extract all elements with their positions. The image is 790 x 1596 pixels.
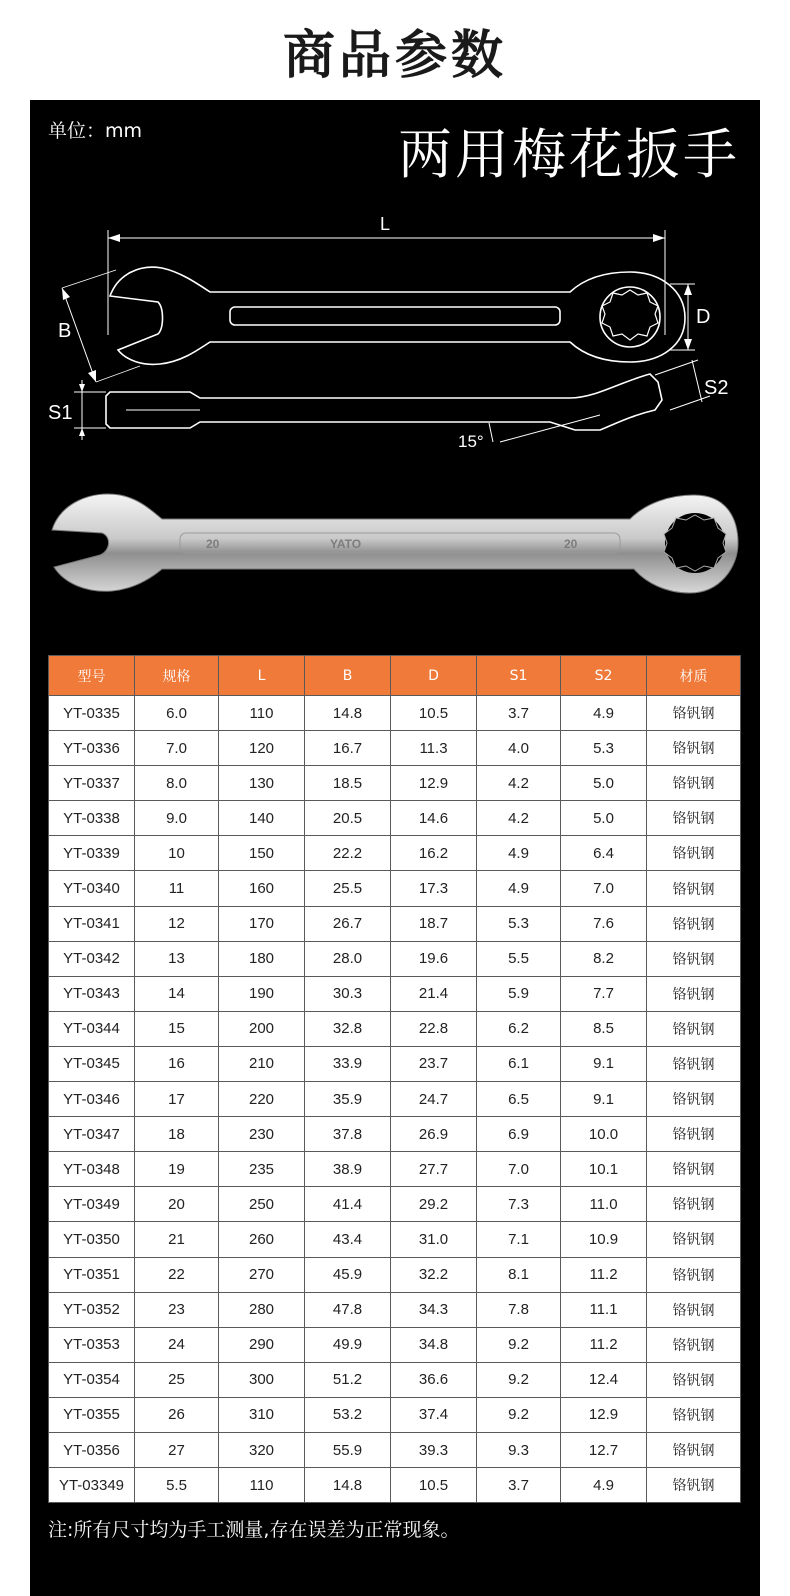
cell-s1: 6.5 (477, 1082, 561, 1117)
cell-d: 11.3 (391, 731, 477, 766)
cell-size: 11 (135, 871, 219, 906)
cell-size: 9.0 (135, 801, 219, 836)
cell-s1: 8.1 (477, 1257, 561, 1292)
cell-s2: 6.4 (561, 836, 647, 871)
cell-size: 16 (135, 1046, 219, 1081)
cell-model: YT-0339 (49, 836, 135, 871)
table-row (49, 906, 741, 941)
cell-b: 51.2 (305, 1362, 391, 1397)
cell-model: YT-0350 (49, 1222, 135, 1257)
cell-model: YT-0347 (49, 1117, 135, 1152)
cell-material: 铬钒钢 (647, 1187, 741, 1222)
cell-model: YT-0342 (49, 941, 135, 976)
cell-s2: 10.0 (561, 1117, 647, 1152)
table-row (49, 1327, 741, 1362)
cell-l: 250 (219, 1187, 305, 1222)
cell-material: 铬钒钢 (647, 1082, 741, 1117)
cell-l: 210 (219, 1046, 305, 1081)
header-d: D (391, 656, 477, 696)
cell-model: YT-0354 (49, 1362, 135, 1397)
cell-model: YT-0337 (49, 766, 135, 801)
engraving-size-left: 20 (206, 537, 220, 551)
table-row (49, 696, 741, 731)
cell-material: 铬钒钢 (647, 1046, 741, 1081)
cell-d: 37.4 (391, 1397, 477, 1432)
cell-size: 23 (135, 1292, 219, 1327)
cell-s1: 3.7 (477, 696, 561, 731)
angle-label: 15° (458, 432, 484, 451)
cell-l: 280 (219, 1292, 305, 1327)
cell-size: 13 (135, 941, 219, 976)
table-row (49, 1397, 741, 1432)
cell-b: 49.9 (305, 1327, 391, 1362)
cell-l: 260 (219, 1222, 305, 1257)
cell-size: 26 (135, 1397, 219, 1432)
cell-s2: 8.2 (561, 941, 647, 976)
cell-b: 37.8 (305, 1117, 391, 1152)
cell-size: 5.5 (135, 1468, 219, 1503)
table-row (49, 1082, 741, 1117)
cell-model: YT-0336 (49, 731, 135, 766)
cell-model: YT-0351 (49, 1257, 135, 1292)
cell-l: 140 (219, 801, 305, 836)
cell-l: 200 (219, 1011, 305, 1046)
cell-d: 36.6 (391, 1362, 477, 1397)
cell-size: 25 (135, 1362, 219, 1397)
cell-material: 铬钒钢 (647, 976, 741, 1011)
cell-model: YT-0348 (49, 1152, 135, 1187)
cell-s2: 11.0 (561, 1187, 647, 1222)
cell-d: 10.5 (391, 696, 477, 731)
cell-s2: 7.7 (561, 976, 647, 1011)
cell-d: 12.9 (391, 766, 477, 801)
cell-s1: 4.0 (477, 731, 561, 766)
cell-model: YT-0356 (49, 1432, 135, 1467)
cell-d: 14.6 (391, 801, 477, 836)
cell-model: YT-0340 (49, 871, 135, 906)
cell-material: 铬钒钢 (647, 1397, 741, 1432)
page-title: 商品参数 (282, 25, 507, 86)
header-l: L (219, 656, 305, 696)
cell-s2: 9.1 (561, 1046, 647, 1081)
cell-size: 17 (135, 1082, 219, 1117)
cell-d: 32.2 (391, 1257, 477, 1292)
cell-material: 铬钒钢 (647, 1011, 741, 1046)
cell-s1: 9.2 (477, 1327, 561, 1362)
cell-d: 27.7 (391, 1152, 477, 1187)
cell-size: 6.0 (135, 696, 219, 731)
cell-size: 8.0 (135, 766, 219, 801)
cell-material: 铬钒钢 (647, 871, 741, 906)
cell-l: 110 (219, 696, 305, 731)
cell-b: 32.8 (305, 1011, 391, 1046)
spec-table (48, 655, 741, 1503)
cell-material: 铬钒钢 (647, 1432, 741, 1467)
cell-model: YT-0352 (49, 1292, 135, 1327)
cell-l: 130 (219, 766, 305, 801)
cell-material: 铬钒钢 (647, 1327, 741, 1362)
cell-material: 铬钒钢 (647, 1152, 741, 1187)
header-s2: S2 (561, 656, 647, 696)
cell-b: 28.0 (305, 941, 391, 976)
cell-d: 19.6 (391, 941, 477, 976)
table-row (49, 1152, 741, 1187)
cell-s1: 3.7 (477, 1468, 561, 1503)
cell-material: 铬钒钢 (647, 766, 741, 801)
cell-d: 26.9 (391, 1117, 477, 1152)
cell-model: YT-0349 (49, 1187, 135, 1222)
cell-l: 290 (219, 1327, 305, 1362)
cell-l: 310 (219, 1397, 305, 1432)
cell-l: 170 (219, 906, 305, 941)
cell-b: 41.4 (305, 1187, 391, 1222)
cell-s1: 9.2 (477, 1397, 561, 1432)
table-row (49, 1187, 741, 1222)
cell-model: YT-0341 (49, 906, 135, 941)
cell-s2: 4.9 (561, 696, 647, 731)
cell-l: 220 (219, 1082, 305, 1117)
cell-size: 7.0 (135, 731, 219, 766)
header-b: B (305, 656, 391, 696)
cell-size: 20 (135, 1187, 219, 1222)
header-model: 型号 (49, 656, 135, 696)
cell-s2: 11.2 (561, 1327, 647, 1362)
cell-l: 300 (219, 1362, 305, 1397)
product-name: 两用梅花扳手 (398, 123, 740, 186)
table-row (49, 1011, 741, 1046)
cell-l: 235 (219, 1152, 305, 1187)
cell-l: 160 (219, 871, 305, 906)
cell-model: YT-0338 (49, 801, 135, 836)
cell-b: 16.7 (305, 731, 391, 766)
cell-b: 14.8 (305, 1468, 391, 1503)
cell-s1: 4.9 (477, 871, 561, 906)
cell-material: 铬钒钢 (647, 696, 741, 731)
cell-d: 22.8 (391, 1011, 477, 1046)
cell-b: 22.2 (305, 836, 391, 871)
cell-s2: 12.7 (561, 1432, 647, 1467)
cell-b: 25.5 (305, 871, 391, 906)
cell-b: 43.4 (305, 1222, 391, 1257)
cell-d: 24.7 (391, 1082, 477, 1117)
dimension-label-d: D (696, 306, 711, 328)
wrench-photo (30, 485, 760, 605)
cell-material: 铬钒钢 (647, 906, 741, 941)
cell-material: 铬钒钢 (647, 731, 741, 766)
table-row (49, 941, 741, 976)
cell-l: 110 (219, 1468, 305, 1503)
cell-d: 39.3 (391, 1432, 477, 1467)
cell-d: 18.7 (391, 906, 477, 941)
cell-material: 铬钒钢 (647, 836, 741, 871)
cell-l: 150 (219, 836, 305, 871)
cell-s1: 7.3 (477, 1187, 561, 1222)
cell-l: 270 (219, 1257, 305, 1292)
table-row (49, 1292, 741, 1327)
cell-model: YT-0346 (49, 1082, 135, 1117)
cell-s2: 7.0 (561, 871, 647, 906)
header-material: 材质 (647, 656, 741, 696)
cell-s2: 8.5 (561, 1011, 647, 1046)
cell-d: 23.7 (391, 1046, 477, 1081)
cell-s2: 10.1 (561, 1152, 647, 1187)
table-row (49, 1257, 741, 1292)
table-row (49, 976, 741, 1011)
cell-size: 14 (135, 976, 219, 1011)
cell-l: 180 (219, 941, 305, 976)
cell-b: 33.9 (305, 1046, 391, 1081)
cell-size: 15 (135, 1011, 219, 1046)
cell-size: 22 (135, 1257, 219, 1292)
cell-material: 铬钒钢 (647, 1222, 741, 1257)
dimension-label-s1: S1 (48, 402, 73, 424)
header-s1: S1 (477, 656, 561, 696)
cell-d: 17.3 (391, 871, 477, 906)
dimension-label-b: B (58, 320, 72, 342)
cell-b: 38.9 (305, 1152, 391, 1187)
cell-s2: 12.9 (561, 1397, 647, 1432)
cell-s2: 4.9 (561, 1468, 647, 1503)
cell-model: YT-0353 (49, 1327, 135, 1362)
cell-model: YT-0335 (49, 696, 135, 731)
table-row (49, 1432, 741, 1467)
table-row (49, 766, 741, 801)
table-row (49, 871, 741, 906)
cell-s2: 11.1 (561, 1292, 647, 1327)
unit-label: 单位：mm (48, 120, 143, 142)
cell-size: 21 (135, 1222, 219, 1257)
cell-s1: 5.5 (477, 941, 561, 976)
cell-s1: 7.0 (477, 1152, 561, 1187)
cell-size: 10 (135, 836, 219, 871)
cell-s2: 9.1 (561, 1082, 647, 1117)
cell-s1: 7.8 (477, 1292, 561, 1327)
cell-material: 铬钒钢 (647, 941, 741, 976)
cell-size: 12 (135, 906, 219, 941)
table-row (49, 1362, 741, 1397)
engraving-brand: YATO (330, 537, 362, 551)
wrench-diagram (30, 210, 760, 470)
cell-size: 27 (135, 1432, 219, 1467)
table-row (49, 1468, 741, 1503)
cell-size: 18 (135, 1117, 219, 1152)
cell-b: 20.5 (305, 801, 391, 836)
cell-material: 铬钒钢 (647, 1362, 741, 1397)
cell-l: 230 (219, 1117, 305, 1152)
table-header-row (49, 656, 741, 696)
cell-d: 34.8 (391, 1327, 477, 1362)
cell-b: 55.9 (305, 1432, 391, 1467)
cell-s2: 5.0 (561, 766, 647, 801)
cell-s2: 11.2 (561, 1257, 647, 1292)
cell-l: 320 (219, 1432, 305, 1467)
spec-panel (30, 100, 760, 1596)
cell-material: 铬钒钢 (647, 1468, 741, 1503)
dimension-label-s2: S2 (704, 377, 729, 399)
measurement-note: 注:所有尺寸均为手工测量,存在误差为正常现象。 (48, 1519, 460, 1541)
cell-b: 26.7 (305, 906, 391, 941)
cell-model: YT-0345 (49, 1046, 135, 1081)
engraving-size-right: 20 (564, 537, 578, 551)
cell-s1: 4.9 (477, 836, 561, 871)
cell-material: 铬钒钢 (647, 801, 741, 836)
table-row (49, 731, 741, 766)
cell-s1: 5.9 (477, 976, 561, 1011)
cell-model: YT-0355 (49, 1397, 135, 1432)
cell-b: 18.5 (305, 766, 391, 801)
cell-s1: 7.1 (477, 1222, 561, 1257)
table-row (49, 1046, 741, 1081)
cell-material: 铬钒钢 (647, 1292, 741, 1327)
cell-d: 31.0 (391, 1222, 477, 1257)
cell-s1: 5.3 (477, 906, 561, 941)
cell-l: 190 (219, 976, 305, 1011)
cell-s1: 9.2 (477, 1362, 561, 1397)
cell-d: 29.2 (391, 1187, 477, 1222)
cell-s2: 5.0 (561, 801, 647, 836)
cell-b: 53.2 (305, 1397, 391, 1432)
cell-s2: 5.3 (561, 731, 647, 766)
cell-s1: 4.2 (477, 801, 561, 836)
cell-s1: 4.2 (477, 766, 561, 801)
cell-b: 47.8 (305, 1292, 391, 1327)
cell-model: YT-0344 (49, 1011, 135, 1046)
cell-b: 45.9 (305, 1257, 391, 1292)
cell-model: YT-03349 (49, 1468, 135, 1503)
cell-s1: 6.2 (477, 1011, 561, 1046)
cell-d: 21.4 (391, 976, 477, 1011)
cell-s1: 6.9 (477, 1117, 561, 1152)
cell-size: 24 (135, 1327, 219, 1362)
cell-s2: 12.4 (561, 1362, 647, 1397)
cell-material: 铬钒钢 (647, 1257, 741, 1292)
cell-d: 10.5 (391, 1468, 477, 1503)
cell-s2: 10.9 (561, 1222, 647, 1257)
cell-s1: 6.1 (477, 1046, 561, 1081)
cell-model: YT-0343 (49, 976, 135, 1011)
cell-material: 铬钒钢 (647, 1117, 741, 1152)
cell-b: 30.3 (305, 976, 391, 1011)
cell-d: 34.3 (391, 1292, 477, 1327)
table-row (49, 1117, 741, 1152)
table-row (49, 836, 741, 871)
cell-s2: 7.6 (561, 906, 647, 941)
table-row (49, 801, 741, 836)
cell-size: 19 (135, 1152, 219, 1187)
cell-l: 120 (219, 731, 305, 766)
dimension-label-l: L (380, 214, 391, 234)
cell-b: 35.9 (305, 1082, 391, 1117)
cell-d: 16.2 (391, 836, 477, 871)
table-row (49, 1222, 741, 1257)
cell-b: 14.8 (305, 696, 391, 731)
cell-s1: 9.3 (477, 1432, 561, 1467)
header-size: 规格 (135, 656, 219, 696)
